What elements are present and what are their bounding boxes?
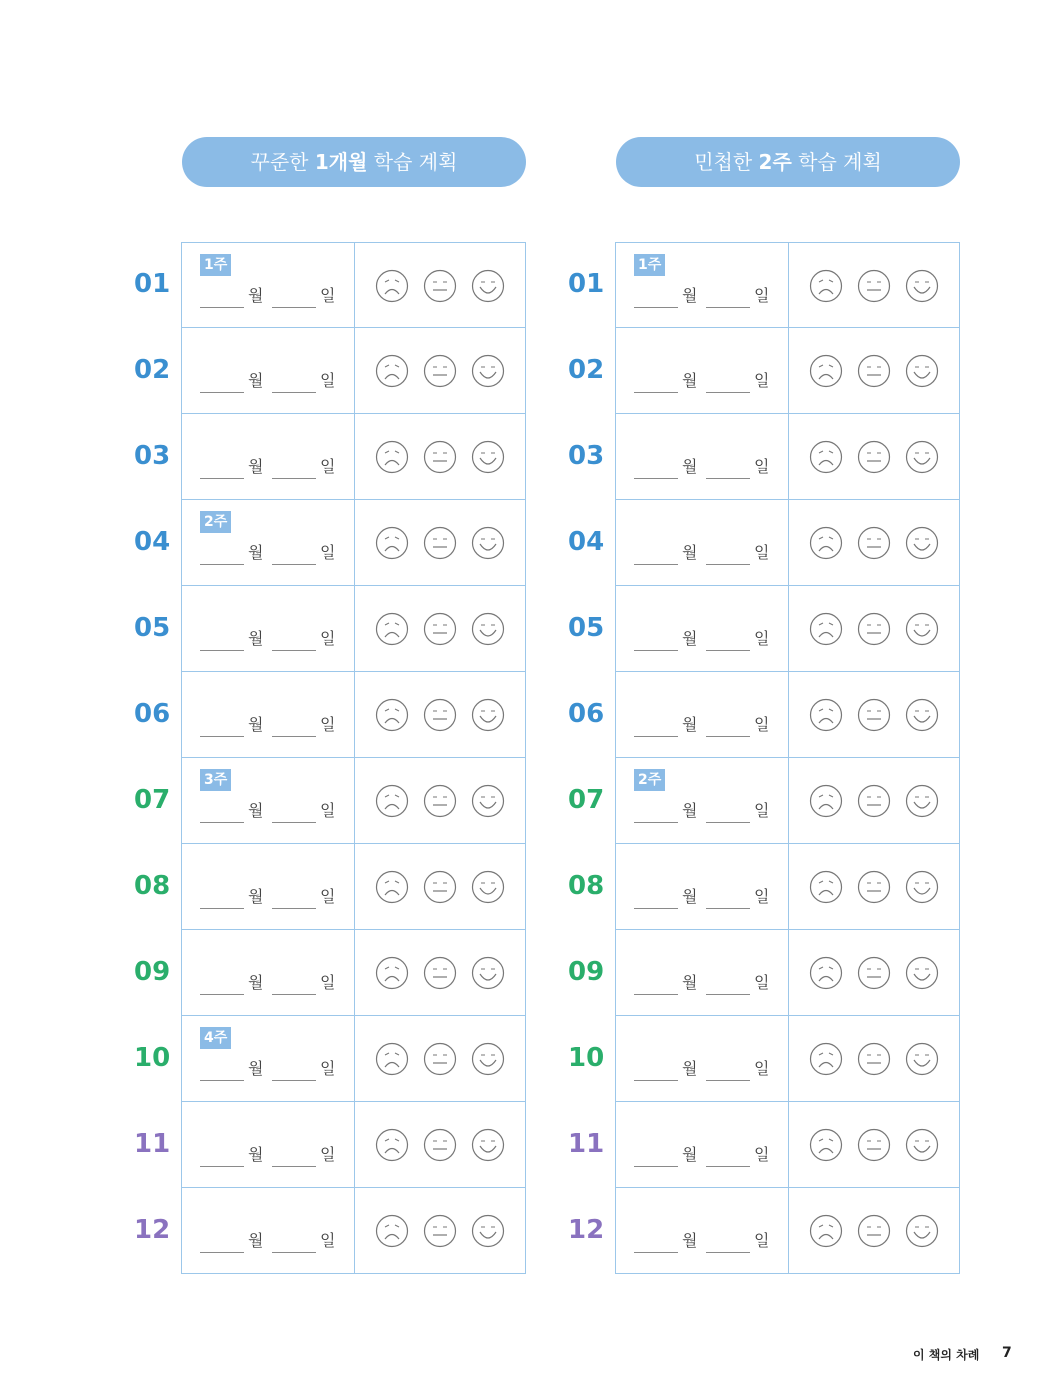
date-cell[interactable] [181, 672, 354, 758]
neutral-face-icon[interactable] [857, 784, 891, 818]
neutral-face-icon[interactable] [857, 612, 891, 646]
day-blank[interactable] [272, 478, 316, 479]
month-blank[interactable] [634, 736, 678, 737]
sad-face-icon[interactable] [809, 354, 843, 388]
date-cell[interactable] [615, 414, 788, 500]
month-label: 월 [682, 543, 698, 562]
day-number: 04 [568, 527, 605, 557]
happy-face-icon[interactable] [905, 1042, 939, 1076]
day-blank[interactable] [272, 736, 316, 737]
date-cell[interactable] [615, 672, 788, 758]
week-badge: 2주 [200, 511, 231, 533]
day-blank[interactable] [706, 564, 750, 565]
day-blank[interactable] [272, 994, 316, 995]
day-label: 일 [754, 715, 770, 734]
day-label: 일 [320, 286, 336, 305]
neutral-face-icon[interactable] [857, 526, 891, 560]
date-cell[interactable] [181, 414, 354, 500]
table-row [434, 758, 964, 844]
sad-face-icon[interactable] [375, 698, 409, 732]
day-label: 일 [320, 1059, 336, 1078]
month-blank[interactable] [634, 822, 678, 823]
month-blank[interactable] [634, 1166, 678, 1167]
neutral-face-icon[interactable] [857, 698, 891, 732]
plan-title-bold: 2주 [758, 150, 792, 174]
month-blank[interactable] [200, 736, 244, 737]
date-cell[interactable] [615, 328, 788, 414]
day-label: 일 [320, 543, 336, 562]
day-number: 10 [568, 1043, 605, 1073]
day-blank[interactable] [706, 478, 750, 479]
rating-cell [788, 1016, 960, 1102]
month-label: 월 [248, 1231, 264, 1250]
month-blank[interactable] [634, 1080, 678, 1081]
neutral-face-icon[interactable] [857, 1214, 891, 1248]
day-label: 일 [754, 801, 770, 820]
day-label: 일 [754, 371, 770, 390]
happy-face-icon[interactable] [905, 1128, 939, 1162]
neutral-face-icon[interactable] [857, 1042, 891, 1076]
month-label: 월 [682, 973, 698, 992]
plan-title-bold: 1개월 [314, 150, 368, 174]
week-badge: 2주 [634, 769, 665, 791]
day-number: 08 [134, 871, 171, 901]
rating-cell [788, 328, 960, 414]
day-label: 일 [754, 543, 770, 562]
day-blank[interactable] [706, 1252, 750, 1253]
month-label: 월 [248, 543, 264, 562]
rating-cell [788, 586, 960, 672]
date-cell[interactable] [181, 242, 354, 328]
plan-title [182, 137, 526, 187]
neutral-face-icon[interactable] [857, 1128, 891, 1162]
date-cell[interactable] [181, 758, 354, 844]
rating-cell [788, 414, 960, 500]
day-label: 일 [320, 887, 336, 906]
week-badge: 1주 [634, 254, 665, 276]
happy-face-icon[interactable] [905, 1214, 939, 1248]
rating-cell [788, 1188, 960, 1274]
rating-cell [788, 844, 960, 930]
day-number: 12 [134, 1215, 171, 1245]
day-blank[interactable] [272, 1166, 316, 1167]
month-blank[interactable] [200, 1252, 244, 1253]
month-blank[interactable] [200, 1080, 244, 1081]
date-cell[interactable] [615, 1188, 788, 1274]
footer [913, 1344, 1023, 1364]
day-number: 07 [134, 785, 171, 815]
day-blank[interactable] [272, 908, 316, 909]
day-number: 10 [134, 1043, 171, 1073]
month-blank[interactable] [634, 994, 678, 995]
sad-face-icon[interactable] [809, 269, 843, 303]
day-number: 09 [134, 957, 171, 987]
sad-face-icon[interactable] [809, 612, 843, 646]
month-blank[interactable] [634, 908, 678, 909]
happy-face-icon[interactable] [905, 870, 939, 904]
week-badge: 3주 [200, 769, 231, 791]
table-row [434, 1188, 964, 1274]
day-number: 06 [568, 699, 605, 729]
neutral-face-icon[interactable] [857, 870, 891, 904]
day-number: 09 [568, 957, 605, 987]
day-number: 04 [134, 527, 171, 557]
month-label: 월 [248, 629, 264, 648]
table-row [434, 1016, 964, 1102]
rating-cell [788, 672, 960, 758]
month-label: 월 [248, 887, 264, 906]
day-number: 05 [568, 613, 605, 643]
month-blank[interactable] [200, 307, 244, 308]
day-blank[interactable] [272, 1252, 316, 1253]
month-label: 월 [682, 629, 698, 648]
plan-title [616, 137, 960, 187]
sad-face-icon[interactable] [809, 440, 843, 474]
month-blank[interactable] [200, 994, 244, 995]
table-row [434, 930, 964, 1016]
day-label: 일 [320, 1145, 336, 1164]
month-blank[interactable] [634, 478, 678, 479]
day-label: 일 [320, 1231, 336, 1250]
plan-table [434, 242, 964, 1274]
sad-face-icon[interactable] [375, 956, 409, 990]
day-blank[interactable] [706, 994, 750, 995]
month-label: 월 [682, 801, 698, 820]
happy-face-icon[interactable] [905, 784, 939, 818]
month-label: 월 [682, 715, 698, 734]
month-label: 월 [682, 887, 698, 906]
month-label: 월 [248, 715, 264, 734]
day-number: 03 [134, 441, 171, 471]
table-row [434, 844, 964, 930]
sad-face-icon[interactable] [375, 526, 409, 560]
month-blank[interactable] [634, 564, 678, 565]
month-blank[interactable] [634, 307, 678, 308]
day-blank[interactable] [706, 1080, 750, 1081]
date-cell[interactable] [615, 930, 788, 1016]
happy-face-icon[interactable] [905, 526, 939, 560]
day-number: 01 [568, 269, 605, 299]
sad-face-icon[interactable] [809, 956, 843, 990]
month-blank[interactable] [200, 392, 244, 393]
month-blank[interactable] [634, 650, 678, 651]
month-blank[interactable] [200, 650, 244, 651]
sad-face-icon[interactable] [809, 784, 843, 818]
month-label: 월 [682, 1145, 698, 1164]
day-label: 일 [320, 973, 336, 992]
day-label: 일 [754, 1231, 770, 1250]
day-blank[interactable] [706, 307, 750, 308]
happy-face-icon[interactable] [905, 269, 939, 303]
day-label: 일 [754, 629, 770, 648]
day-number: 01 [134, 269, 171, 299]
month-label: 월 [248, 371, 264, 390]
rating-cell [788, 1102, 960, 1188]
day-number: 02 [568, 355, 605, 385]
table-row [434, 672, 964, 758]
month-label: 월 [248, 286, 264, 305]
day-label: 일 [754, 1145, 770, 1164]
date-cell[interactable] [181, 328, 354, 414]
date-cell[interactable] [181, 1102, 354, 1188]
week-badge: 4주 [200, 1027, 231, 1049]
sad-face-icon[interactable] [375, 1214, 409, 1248]
month-blank[interactable] [200, 1166, 244, 1167]
sad-face-icon[interactable] [809, 526, 843, 560]
day-number: 06 [134, 699, 171, 729]
day-label: 일 [754, 1059, 770, 1078]
day-label: 일 [320, 629, 336, 648]
day-blank[interactable] [706, 822, 750, 823]
happy-face-icon[interactable] [905, 354, 939, 388]
sad-face-icon[interactable] [375, 870, 409, 904]
table-row [434, 586, 964, 672]
table-row [434, 242, 964, 328]
day-blank[interactable] [272, 1080, 316, 1081]
month-blank[interactable] [200, 478, 244, 479]
day-blank[interactable] [272, 564, 316, 565]
sad-face-icon[interactable] [375, 440, 409, 474]
day-label: 일 [754, 286, 770, 305]
day-number: 08 [568, 871, 605, 901]
sad-face-icon[interactable] [375, 354, 409, 388]
week-badge: 1주 [200, 254, 231, 276]
day-blank[interactable] [706, 650, 750, 651]
day-label: 일 [754, 973, 770, 992]
day-label: 일 [754, 887, 770, 906]
day-blank[interactable] [272, 307, 316, 308]
day-blank[interactable] [272, 822, 316, 823]
month-label: 월 [248, 457, 264, 476]
date-cell[interactable] [615, 586, 788, 672]
date-cell[interactable] [615, 242, 788, 328]
day-number: 02 [134, 355, 171, 385]
happy-face-icon[interactable] [905, 698, 939, 732]
date-cell[interactable] [181, 844, 354, 930]
date-cell[interactable] [615, 500, 788, 586]
date-cell[interactable] [181, 1016, 354, 1102]
day-blank[interactable] [706, 736, 750, 737]
table-row [434, 328, 964, 414]
month-label: 월 [682, 286, 698, 305]
month-label: 월 [682, 1059, 698, 1078]
date-cell[interactable] [615, 1016, 788, 1102]
sad-face-icon[interactable] [809, 1042, 843, 1076]
day-number: 11 [568, 1129, 605, 1159]
neutral-face-icon[interactable] [857, 440, 891, 474]
day-label: 일 [320, 801, 336, 820]
sad-face-icon[interactable] [375, 1128, 409, 1162]
month-label: 월 [682, 1231, 698, 1250]
rating-cell [788, 500, 960, 586]
sad-face-icon[interactable] [809, 1128, 843, 1162]
month-label: 월 [682, 371, 698, 390]
day-label: 일 [754, 457, 770, 476]
table-row [434, 1102, 964, 1188]
month-label: 월 [682, 457, 698, 476]
table-row [434, 500, 964, 586]
rating-cell [788, 930, 960, 1016]
page-number: 7 [1002, 1345, 1012, 1361]
sad-face-icon[interactable] [809, 1214, 843, 1248]
date-cell[interactable] [181, 930, 354, 1016]
plan-title-pre: 꾸준한 [250, 150, 315, 174]
happy-face-icon[interactable] [905, 956, 939, 990]
month-label: 월 [248, 801, 264, 820]
day-blank[interactable] [706, 392, 750, 393]
neutral-face-icon[interactable] [857, 956, 891, 990]
day-label: 일 [320, 715, 336, 734]
day-label: 일 [320, 371, 336, 390]
date-cell[interactable] [181, 586, 354, 672]
day-label: 일 [320, 457, 336, 476]
neutral-face-icon[interactable] [857, 269, 891, 303]
plan-title-post: 학습 계획 [367, 150, 458, 174]
sad-face-icon[interactable] [375, 269, 409, 303]
date-cell[interactable] [181, 500, 354, 586]
month-blank[interactable] [200, 822, 244, 823]
footer-title: 이 책의 차례 [913, 1348, 980, 1362]
date-cell[interactable] [615, 1102, 788, 1188]
day-number: 05 [134, 613, 171, 643]
month-label: 월 [248, 1059, 264, 1078]
date-cell[interactable] [181, 1188, 354, 1274]
sad-face-icon[interactable] [375, 784, 409, 818]
month-blank[interactable] [634, 392, 678, 393]
rating-cell [788, 242, 960, 328]
day-blank[interactable] [706, 908, 750, 909]
month-blank[interactable] [200, 908, 244, 909]
rating-cell [788, 758, 960, 844]
day-number: 11 [134, 1129, 171, 1159]
sad-face-icon[interactable] [375, 1042, 409, 1076]
happy-face-icon[interactable] [905, 440, 939, 474]
day-blank[interactable] [272, 650, 316, 651]
sad-face-icon[interactable] [809, 870, 843, 904]
month-label: 월 [248, 973, 264, 992]
day-number: 12 [568, 1215, 605, 1245]
month-blank[interactable] [634, 1252, 678, 1253]
day-blank[interactable] [272, 392, 316, 393]
date-cell[interactable] [615, 844, 788, 930]
month-label: 월 [248, 1145, 264, 1164]
date-cell[interactable] [615, 758, 788, 844]
day-number: 07 [568, 785, 605, 815]
sad-face-icon[interactable] [809, 698, 843, 732]
month-blank[interactable] [200, 564, 244, 565]
sad-face-icon[interactable] [375, 612, 409, 646]
table-row [434, 414, 964, 500]
plan-title-post: 학습 계획 [791, 150, 882, 174]
neutral-face-icon[interactable] [857, 354, 891, 388]
day-number: 03 [568, 441, 605, 471]
plan-title-pre: 민첩한 [694, 150, 759, 174]
day-blank[interactable] [706, 1166, 750, 1167]
happy-face-icon[interactable] [905, 612, 939, 646]
